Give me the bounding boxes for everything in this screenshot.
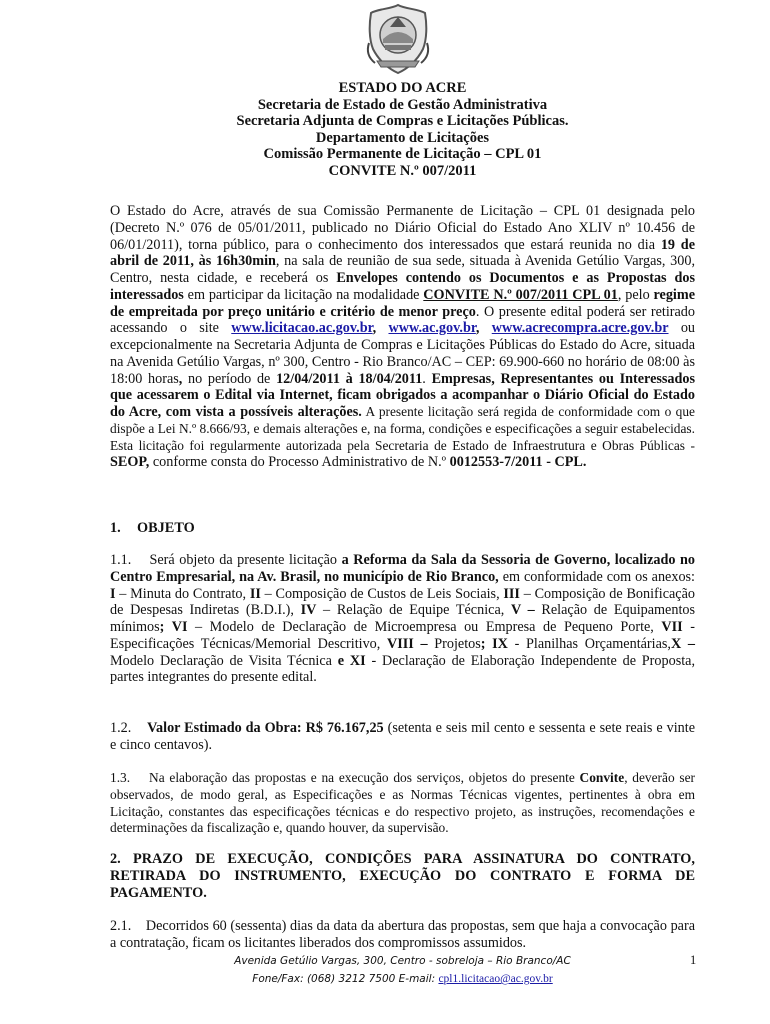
paragraph-text: – Modelo de Declaração de Microempresa ou Empresa de Pequeno Porte, <box>187 619 662 635</box>
annex-numeral: e XI <box>337 652 366 669</box>
intro-text: O Estado do Acre, através de sua Comissão Permanente de Licitação – CPL 01 designada pelo (Decreto N.º 076 de 05/01/2011, publicado no Diário Oficial do Estado Ano XLIV nº 10.456 de 06/01/2011), torna público, para o conhecimento dos interessados que estará reunida no dia <box>110 203 695 253</box>
intro-paragraph <box>110 203 695 471</box>
annex-numeral: VIII – <box>387 635 428 652</box>
annex-numeral: ; IX <box>480 635 508 652</box>
paragraph-text: Modelo Declaração de Visita Técnica <box>110 652 338 669</box>
convite-word: Convite <box>579 770 625 785</box>
process-number: 0012553-7/2011 - CPL. <box>449 454 587 471</box>
intro-text: A presente licitação será regida de conformidade com o que dispõe a Lei N.º 8.666/93, e demais alterações e, na forma, condições e especificações a seguir estabelecidas. Esta licitação foi regularmente autorizada pela Secretaria de Estado de Infraestrutura e Obras Públicas - <box>110 404 695 453</box>
paragraph-text: (setenta e seis mil cento e sessenta e sete reais e vinte e cinco centavos). <box>110 720 695 753</box>
internet-notice: Empresas, Representantes ou Interessados que acessarem o Edital via Internet, ficam obrigados a acompanhar o Diário Oficial do Estado do Acre, com vista a possíveis alterações. <box>110 370 696 420</box>
intro-section <box>110 203 695 471</box>
coat-of-arms-acre <box>363 3 433 75</box>
object-description: a Reforma da Sala da Sessoria de Governo, localizado no Centro Empresarial, na Av. Brasil, no município de Rio Branco, <box>110 552 695 585</box>
seop-label: SEOP, <box>110 454 150 471</box>
page-footer <box>110 952 695 988</box>
paragraph-text: Será objeto da presente licitação <box>149 552 342 568</box>
annex-numeral: VII <box>661 619 683 635</box>
paragraph-number: 1.2. <box>110 720 132 736</box>
paragraph-text: Projetos <box>427 635 481 652</box>
section-number: 1. <box>110 520 121 536</box>
header-invitation-number: CONVITE N.º 007/2011 <box>328 162 477 179</box>
intro-text: ou excepcionalmente na Secretaria Adjunta de Compras e Licitações Públicas do Estado do Acre, situada na Avenida Getúlio Vargas, nº 300, Centro - Rio Branco/AC – CEP: 69.900-660 no horário de 08:00 às 18:00 horas <box>110 320 696 387</box>
paragraph-text: - Declaração de Elaboração Independente de Proposta, partes integrantes do presente edital. <box>110 652 695 686</box>
intro-text: . O presente edital poderá ser retirado acessando o site <box>110 303 695 337</box>
header-commission: Comissão Permanente de Licitação – CPL 01 <box>263 146 542 163</box>
contract-regime: regime de empreitada por preço unitário e critério de menor preço <box>110 286 695 320</box>
paragraph-text: - Especificações Técnicas/Memorial Descritivo, <box>110 619 695 652</box>
annex-numeral: V – <box>510 602 535 619</box>
link-licitacao[interactable]: www.licitacao.ac.gov.br <box>231 320 373 337</box>
header-state: ESTADO DO ACRE <box>338 80 467 96</box>
intro-text: em participar da licitação na modalidade <box>183 286 424 303</box>
footer-address: Avenida Getúlio Vargas, 300, Centro - sobreloja – Rio Branco/AC <box>234 955 571 967</box>
link-ac-gov[interactable]: www.ac.gov.br <box>388 320 476 337</box>
paragraph-text: , deverão ser observados, de modo geral, as Especificações e as Normas Técnicas vigentes, pertinentes à obra em Licitação, constantes das especificações técnicas e do respectivo projeto, as instruções, recomendações e determinações da fiscalização e, quando houver, da supervisão. <box>110 770 695 836</box>
header-adjunct-secretariat: Secretaria Adjunta de Compras e Licitações Públicas. <box>236 113 569 130</box>
section-2-heading: 2. PRAZO DE EXECUÇÃO, CONDIÇÕES PARA ASSINATURA DO CONTRATO, RETIRADA DO INSTRUMENTO, EXECUÇÃO DO CONTRATO E FORMA DE PAGAMENTO. <box>110 851 695 901</box>
annex-numeral: X – <box>670 635 695 652</box>
annex-numeral: ; VI <box>159 619 188 635</box>
envelopes-emphasis: Envelopes contendo os Documentos e as Propostas dos interessados <box>110 270 695 303</box>
footer-email-link[interactable]: cpl1.licitacao@ac.gov.br <box>438 973 553 985</box>
intro-text: , pelo <box>617 286 654 303</box>
paragraph-number: 1.3. <box>110 770 131 785</box>
paragraph-text: em conformidade com os anexos: <box>498 568 696 585</box>
retrieval-period: 12/04/2011 à 18/04/2011 <box>276 370 423 387</box>
intro-text: , <box>178 370 183 387</box>
intro-text: , na sala de reunião de sua sede, situada à Avenida Getúlio Vargas, 300, Centro, nesta cidade, e receberá os <box>110 253 695 286</box>
annex-numeral: I <box>110 585 116 602</box>
paragraph-1-2 <box>110 720 695 754</box>
paragraph-text: Relação de Equipamentos mínimos <box>110 602 696 635</box>
paragraph-text: Na elaboração das propostas e na execução dos serviços, objetos do presente <box>149 770 580 785</box>
paragraph-text: – Composição de Custos de Leis Sociais, <box>260 585 504 602</box>
footer-phone: Fone/Fax: (068) 3212 7500 E-mail: <box>252 973 439 985</box>
session-date: 19 de abril de 2011, às 16h30min <box>110 236 695 270</box>
intro-text: no período de <box>182 370 277 387</box>
paragraph-1-3 <box>110 770 695 837</box>
paragraph-text: – Composição de Bonificação de Despesas Indiretas (B.D.I.), <box>110 585 695 619</box>
paragraph-text: – Minuta do Contrato, <box>115 585 250 602</box>
invitation-reference: CONVITE N.º 007/2011 CPL 01 <box>423 286 618 303</box>
section-title: OBJETO <box>137 520 195 536</box>
estimated-value: Valor Estimado da Obra: R$ 76.167,25 <box>147 720 384 736</box>
footer-contact <box>110 970 695 988</box>
annex-numeral: IV <box>300 602 317 619</box>
paragraph-text: - Planilhas Orçamentárias, <box>507 635 671 652</box>
header-secretariat: Secretaria de Estado de Gestão Administrativa <box>257 96 548 113</box>
paragraph-text: Decorridos 60 (sessenta) dias da data da abertura das propostas, sem que haja a convocação para a contratação, ficam os licitantes liberados dos compromissos assumidos. <box>110 918 696 951</box>
paragraph-text: – Relação de Equipe Técnica, <box>316 602 511 619</box>
header-department: Departamento de Licitações <box>315 129 490 146</box>
link-separator: , <box>475 320 492 337</box>
paragraph-number: 2.1. <box>110 918 132 934</box>
paragraph-number: 1.1. <box>110 552 132 568</box>
annex-numeral: II <box>249 585 261 602</box>
page-number: 1 <box>690 953 697 967</box>
section-1-heading <box>110 520 695 537</box>
paragraph-2-1 <box>110 918 695 952</box>
link-separator: , <box>372 320 389 337</box>
document-header <box>110 80 695 180</box>
annex-numeral: III <box>503 585 520 602</box>
intro-text: conforme consta do Processo Administrativo de N.º <box>149 454 450 471</box>
paragraph-1-1 <box>110 552 695 686</box>
link-acrecompra[interactable]: www.acrecompra.acre.gov.br <box>491 320 669 337</box>
intro-text: . <box>422 370 432 387</box>
